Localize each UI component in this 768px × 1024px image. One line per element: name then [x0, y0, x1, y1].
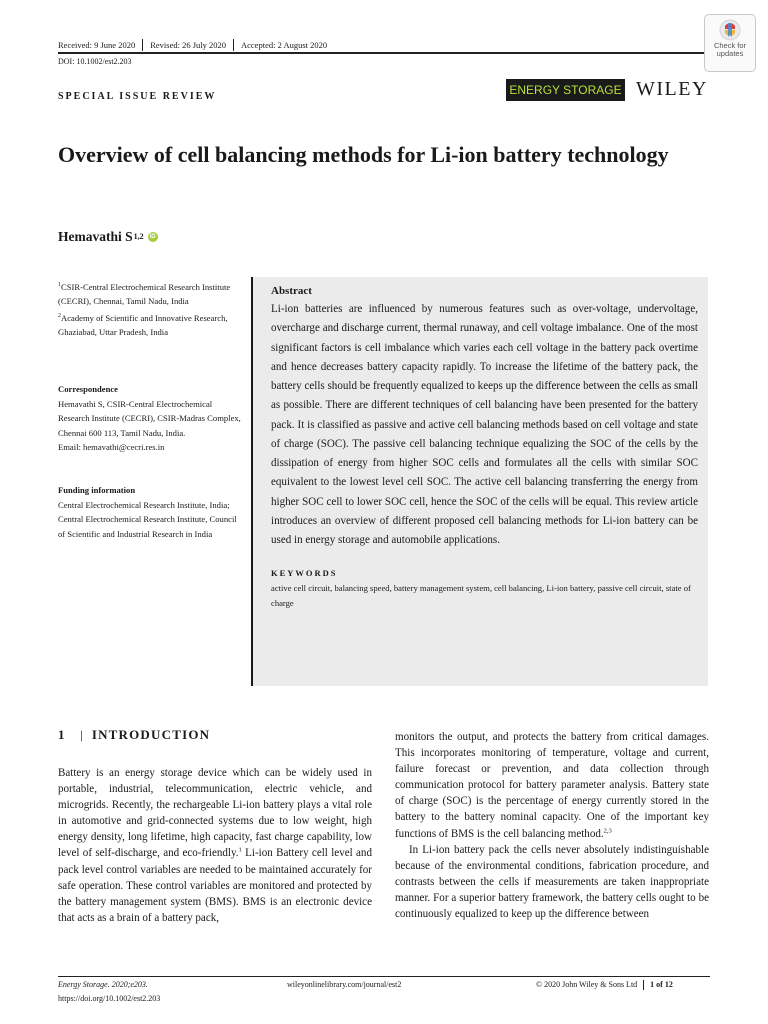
correspondence-heading: Correspondence [58, 384, 118, 394]
journal-logo[interactable]: ENERGY STORAGE [506, 79, 625, 101]
correspondence-email[interactable]: Email: hemavathi@cecri.res.in [58, 442, 165, 452]
citation-ref[interactable]: 2,3 [603, 826, 612, 834]
received-date: Received: 9 June 2020 [58, 40, 136, 50]
article-title: Overview of cell balancing methods for Li-ion battery technology [58, 142, 669, 167]
check-for-updates-label: Check for [713, 41, 747, 50]
footer-doi-link[interactable]: https://doi.org/10.1002/est2.203 [58, 994, 161, 1003]
abstract-heading: Abstract [271, 285, 312, 297]
left-text-column [58, 765, 372, 926]
section-label: SPECIAL ISSUE REVIEW [58, 91, 217, 102]
paragraph-text: Li-ion Battery cell level and pack level control variables are needed to be maintained accurately for safe operation. These control variables are monitored and protected by the battery management system (BMS). BMS is an electronic device that acts as a brain of a battery pack, [58, 847, 372, 924]
footer-divider [643, 980, 644, 990]
orcid-icon[interactable]: iD [149, 234, 156, 240]
accepted-date: Accepted: 2 August 2020 [241, 40, 328, 50]
footer-copyright: © 2020 John Wiley & Sons Ltd [536, 980, 638, 989]
citation-ref[interactable]: 1 [238, 846, 242, 854]
section-number: 1 [58, 727, 66, 742]
introduction-heading [58, 727, 210, 743]
header-rule [58, 52, 710, 54]
page-number: 1 of 12 [650, 980, 673, 989]
publisher-logo[interactable]: WILEY [636, 78, 708, 100]
affiliation-item [58, 278, 243, 309]
crossmark-icon [719, 19, 741, 41]
paragraph-text: monitors the output, and protects the battery from critical damages. This incorporates monitoring of temperature, voltage and current, failure forecast or prevention, and data collection through communication protocol for battery parameter analysis. Battery state of charge (SOC) is the percentage of energy currently stored in the battery to the battery nominal capacity. One of the important key functions of BMS is the cell balancing method. [395, 731, 709, 840]
affiliation-mark: 2 [58, 312, 61, 319]
author-line [58, 229, 158, 245]
affiliations [58, 278, 243, 340]
article-doi[interactable]: DOI: 10.1002/est2.203 [58, 57, 132, 66]
funding-text: Central Electrochemical Research Institute, India; Central Electrochemical Research Institute, Council of Scientific and Industrial Research in India [58, 499, 237, 539]
right-text-column [395, 729, 709, 922]
affiliation-item [58, 309, 243, 340]
footer-copyright-block [536, 980, 673, 990]
date-divider [142, 39, 143, 51]
date-divider [233, 39, 234, 51]
affiliation-text: CSIR-Central Electrochemical Research Institute (CECRI), Chennai, Tamil Nadu, India [58, 281, 231, 307]
body-paragraph [395, 729, 709, 842]
correspondence-address: Hemavathi S, CSIR-Central Electrochemical Research Institute (CECRI), CSIR-Madras Complex, Chennai 600 113, Tamil Nadu, India. [58, 398, 241, 438]
correspondence [58, 382, 243, 455]
abstract-text: Li-ion batteries are influenced by numerous features such as over-voltage, undervoltage, overcharge and discharge current, thermal runaway, and cell voltage imbalance. One of the most significant factors is cell imbalance which varies each cell voltage in the battery pack overtime and hence decreases battery capacity rapidly. To increase the lifetime of the battery pack, the battery cells should be frequently equalized to keeps up the difference between the cells as small as possible. There are different techniques of cell balancing have been presented for the battery pack. It is classified as passive and active cell balancing methods based on cell voltage and state of charge (SOC). The passive cell balancing technique equalizing the SOC of the cells by the dissipation of energy from higher SOC cells and formulates all the cells with similar SOC equivalent to the lowest level cell SOC. The active cell balancing transferring the energy from higher SOC cell to lower SOC cell, hence the SOC of the cells will be equal. This review article introduces an overview of different proposed cell balancing methods for Li-ion battery can be used in energy storage and automobile applications. [271, 303, 698, 546]
check-for-updates-button[interactable] [704, 14, 756, 72]
body-paragraph [58, 765, 372, 926]
check-for-updates-label: updates [716, 49, 744, 58]
keywords-heading: KEYWORDS [271, 568, 338, 579]
footer-citation: Energy Storage. 2020;e203. [58, 980, 148, 989]
affiliation-text: Academy of Scientific and Innovative Research, Ghaziabad, Uttar Pradesh, India [58, 312, 228, 338]
funding [58, 483, 243, 541]
footer-rule [58, 976, 710, 977]
abstract-box [251, 277, 708, 686]
article-dates [58, 39, 327, 51]
author-affiliation-marks: 1,2 [133, 231, 144, 241]
author-name[interactable]: Hemavathi S [58, 229, 133, 244]
paragraph-text: Battery is an energy storage device which can be widely used in portable, industrial, telecommunication, electric vehicle, and microgrids. Recently, the rechargeable Li-ion battery plays a vital role in automotive and grid-connected systems due to low weight, high energy density, long lifetime, high capacity, fast charge capability, low level of self-discharge, and eco-friendly. [58, 767, 372, 860]
heading-separator: | [80, 727, 84, 742]
body-paragraph: In Li-ion battery pack the cells never absolutely indistinguishable because of the environmental conditions, fabrication procedure, and contrasts between the cells if measurements are taken inappropriate manner. For a superior battery framework, the battery cells ought to be continuously equalized to keep up the difference between [395, 843, 709, 921]
footer-site-link[interactable]: wileyonlinelibrary.com/journal/est2 [287, 980, 402, 989]
funding-heading: Funding information [58, 485, 136, 495]
revised-date: Revised: 26 July 2020 [150, 40, 226, 50]
section-title: INTRODUCTION [91, 727, 211, 742]
affiliation-mark: 1 [58, 282, 61, 288]
keywords-list: active cell circuit, balancing speed, battery management system, cell balancing, Li-ion battery, passive cell circuit, state of charge [271, 583, 691, 609]
